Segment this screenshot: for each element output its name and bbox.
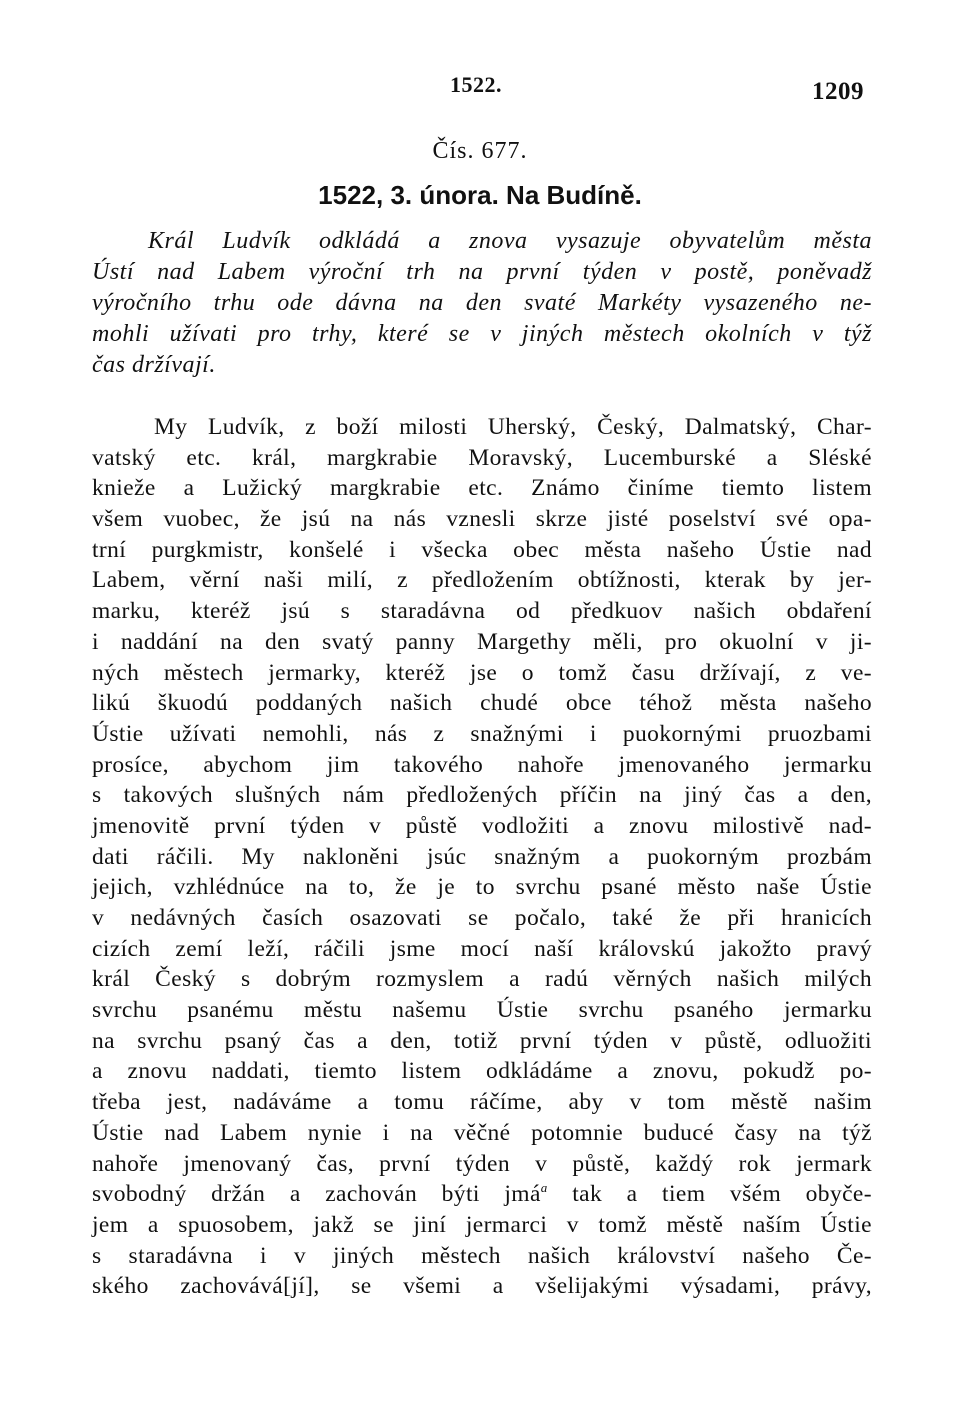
text-segment: svobodný držán a zachován býti jmá [92,1181,541,1208]
text-line: trní purgkmistr, konšelé i všecka obec města našeho Ústie nad [92,536,872,563]
regest-line: mohli užívati pro trhy, které se v jiných městech okolních v týž [92,321,872,347]
regest-summary [92,226,872,381]
text-line: likú škuodú poddaných našich chudé obce téhož města našeho [92,690,872,717]
text-line: jejich, vzhlédnúce na to, že je to svrchu psané město naše Ústie [92,874,872,901]
text-segment: tak a tiem všém obyče- [547,1181,872,1208]
text-line: jmenovitě první týden v půstě vodložiti a znovu milostivě nad- [92,812,872,839]
regest-line: Ústí nad Labem výroční trh na první týden v postě, poněvadž [92,259,872,285]
text-line: marku, kteréž jsú s staradávna od předkuov našich obdaření [92,598,872,625]
text-line: s staradávna i v jiných městech našich království našeho Če- [92,1242,872,1269]
text-line: dati ráčili. My nakloněni jsúc snažným a puokorným prozbám [92,843,872,870]
regest-line: Král Ludvík odkládá a znova vysazuje obyvatelům města [148,228,872,254]
text-line: s takových slušných nám předložených příčin na jiný čas a den, [92,782,872,809]
text-line: Labem, věrní naši milí, z předložením obtížnosti, kterak by jer- [92,567,872,594]
regest-line: výročního trhu ode dávna na den svaté Markéty vysazeného ne- [92,290,872,316]
text-line: král Český s dobrým rozmyslem a radú věrných našich milých [92,966,872,993]
running-year: 1522. [450,72,502,97]
text-line: knieže a Lužický margkrabie etc. Známo činíme tiemto listem [92,475,872,502]
text-line: jem a spuosobem, jakž se jiní jermarci v tomž městě naším Ústie [92,1211,872,1238]
text-line: ského zachovává[jí], se všemi a všelijakými výsadami, právy, [92,1273,872,1300]
text-line: My Ludvík, z boží milosti Uherský, Český, Dalmatský, Char- [154,414,872,440]
text-line: Ústie užívati nemohli, nás z snažnými i puokornými pruozbami [92,720,872,747]
text-line: i naddání na den svatý panny Margethy měli, pro okuolní v ji- [92,628,872,655]
text-line: svrchu psanému městu našemu Ústie svrchu psaného jermarku [92,997,872,1024]
text-line: vatský etc. král, margkrabie Moravský, Lucemburské a Sléské [92,444,872,471]
text-line: na svrchu psaný čas a den, totiž první týden v půstě, odluožiti [92,1027,872,1054]
page-number: 1209 [812,78,864,105]
running-header [0,72,960,105]
text-line: prosíce, abychom jim takového nahoře jmenovaného jermarku [92,751,872,778]
text-line: ných městech jermarky, kteréž jse o tomž času držívají, z ve- [92,659,872,686]
text-line-with-note [92,1179,872,1210]
text-line: Ústie nad Labem nynie i na věčné potomnie buducé časy na týž [92,1119,872,1146]
text-line: všem vuobec, že jsú na nás vznesli skrze jisté poselství své opa- [92,506,872,533]
document-number: Čís. 677. [432,138,528,164]
text-line: cizích zemí leží, ráčili jsme mocí naší královskú jakožto pravý [92,935,872,962]
document-date-place: 1522, 3. února. Na Budíně. [318,180,642,210]
text-line: nahoře jmenovaný čas, první týden v půstě, každý rok jermark [92,1150,872,1177]
text-line: a znovu naddati, tiemto listem odkládáme a znovu, pokudž po- [92,1058,872,1085]
charter-text [92,412,872,1302]
text-line: třeba jest, nadáváme a tomu ráčíme, aby v tom městě našim [92,1089,872,1116]
text-line: v nedávných časích osazovati se počalo, také že při hranicích [92,905,872,931]
regest-line: čas držívají. [92,352,216,378]
footnote-mark[interactable]: a [540,1180,548,1196]
